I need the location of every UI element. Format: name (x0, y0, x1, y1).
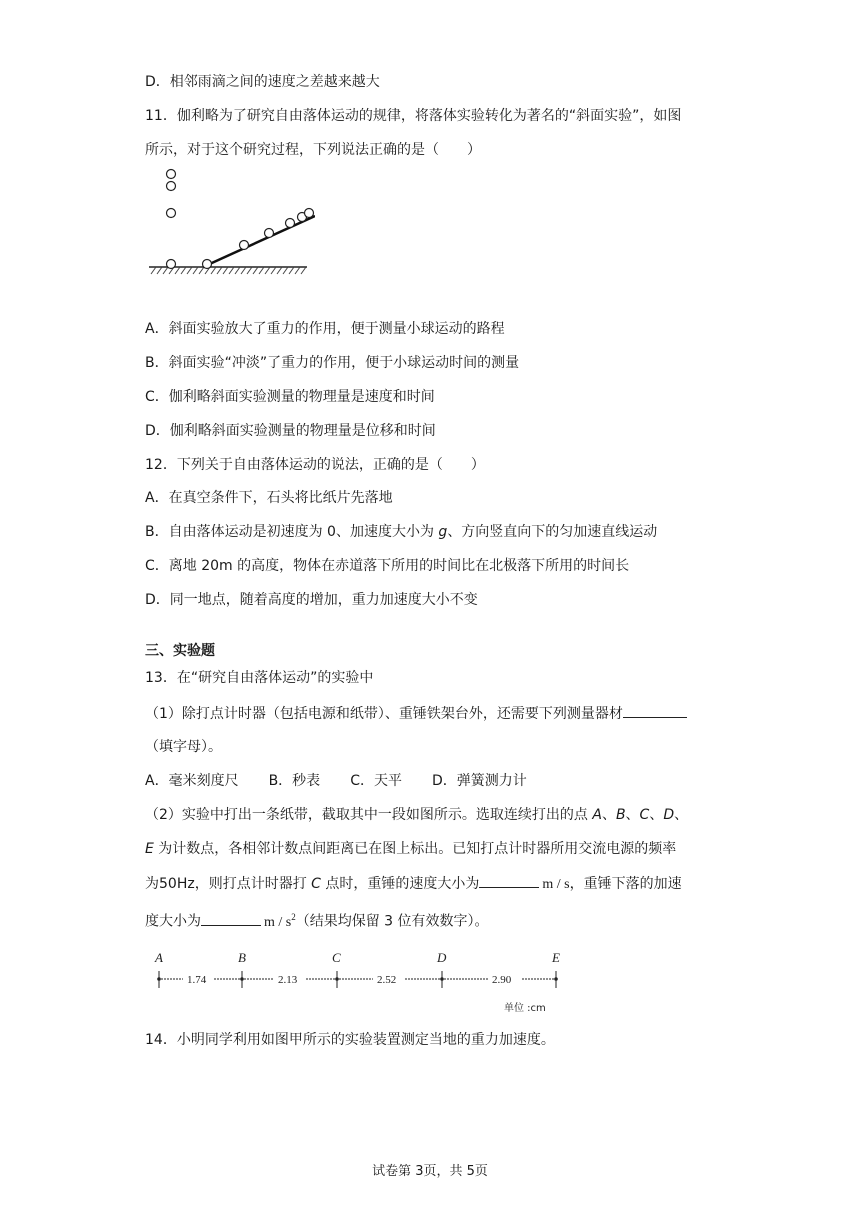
q13-part2-text-6: 度大小为 (145, 913, 201, 930)
q11-option-c: C．伽利略斜面实验测量的物理量是速度和时间 (145, 389, 435, 405)
q11-stem-line-2: 所示，对于这个研究过程，下列说法正确的是（ ） (145, 142, 481, 158)
q12-option-c: C．离地 20m 的高度，物体在赤道落下所用的时间比在北极落下所用的时间长 (145, 558, 630, 574)
point-d-label: D (663, 807, 675, 823)
tape-distance-ab: 1.74 (187, 974, 207, 986)
q12-stem: 12．下列关于自由落体运动的说法，正确的是（ ） (145, 457, 485, 473)
answer-blank-acceleration[interactable] (201, 911, 261, 926)
point-a-label: A (592, 807, 602, 823)
falling-balls (167, 170, 176, 269)
tape-distance-bc: 2.13 (278, 974, 298, 986)
tape-distance-de: 2.90 (492, 974, 512, 986)
tape-point-c: C (332, 950, 341, 965)
tape-unit-label: 单位 :cm (504, 1003, 546, 1014)
separator: 、 (625, 807, 640, 823)
q11-option-b: B．斜面实验“冲淡”了重力的作用，便于小球运动时间的测量 (145, 355, 520, 371)
q14-stem: 14．小明同学利用如图甲所示的实验装置测定当地的重力加速度。 (145, 1032, 555, 1048)
section-title: 三、实验题 (145, 643, 215, 659)
point-b-label: B (615, 807, 626, 823)
q11-option-a: A．斜面实验放大了重力的作用，便于测量小球运动的路程 (145, 321, 505, 337)
q12-option-b-g: g (438, 524, 448, 540)
q12-option-b-text-2: 、方向竖直向下的匀加速直线运动 (447, 524, 658, 540)
q13-part2-line-4 (145, 907, 489, 933)
choice-b: B．秒表 (268, 773, 321, 789)
q13-part2-line-3 (145, 873, 682, 895)
separator: 、 (649, 807, 664, 823)
q11-stem-line-1: 11．伽利略为了研究自由落体运动的规律，将落体实验转化为著名的“斜面实验”，如图 (145, 108, 682, 124)
q12-option-b-text-1: B．自由落体运动是初速度为 0、加速度大小为 (145, 524, 439, 540)
tape-distance-cd: 2.52 (377, 974, 397, 986)
tape-point-d: D (437, 950, 447, 965)
separator: 、 (601, 807, 616, 823)
q13-part2-text-2: 为计数点，各相邻计数点间距离已在图上标出。已知打点计时器所用交流电源的频率 (153, 841, 677, 857)
q13-part1-line-1 (145, 703, 687, 724)
acceleration-unit-exponent: 2 (291, 912, 296, 922)
q12-option-d: D．同一地点，随着高度的增加，重力加速度大小不变 (145, 592, 478, 608)
ground-hatching (151, 267, 306, 274)
point-e-label: E (145, 841, 154, 857)
q13-part2-text-7: （结果均保留 3 位有效数字）。 (295, 913, 489, 930)
q13-part1-text: （1）除打点计时器（包括电源和纸带）、重锤铁架台外，还需要下列测量器材 (145, 706, 623, 722)
acceleration-unit: m / s (264, 914, 292, 930)
q13-part2-text-5: ，重锤下落的加速 (569, 876, 682, 892)
tape-point-a: A (155, 950, 163, 965)
galileo-incline-figure (145, 163, 315, 278)
q13-choices (145, 771, 527, 791)
choice-c: C．天平 (350, 773, 402, 789)
tape-point-b: B (238, 950, 246, 965)
answer-blank-1[interactable] (623, 703, 687, 718)
q10-option-d: D．相邻雨滴之间的速度之差越来越大 (145, 74, 380, 90)
point-c-label: C (639, 807, 650, 823)
q11-option-d: D．伽利略斜面实验测量的物理量是位移和时间 (145, 423, 436, 439)
q12-option-a: A．在真空条件下，石头将比纸片先落地 (145, 490, 393, 506)
velocity-unit: m / s (542, 877, 570, 892)
q13-part2-text-4: 点时，重锤的速度大小为 (320, 876, 480, 892)
q13-stem: 13．在“研究自由落体运动”的实验中 (145, 670, 374, 686)
answer-blank-velocity[interactable] (479, 873, 539, 888)
q13-part2-text-1: （2）实验中打出一条纸带，截取其中一段如图所示。选取连续打出的点 (145, 807, 593, 823)
point-c-label: C (311, 876, 321, 892)
incline-plane (203, 216, 315, 267)
q13-part2-line-1 (145, 805, 688, 825)
page-footer: 试卷第 3页，共 5页 (372, 1164, 488, 1179)
choice-a: A．毫米刻度尺 (145, 773, 239, 789)
q13-part1-line-2: （填字母）。 (145, 739, 222, 755)
choice-d: D．弹簧测力计 (431, 773, 527, 789)
tape-point-e: E (552, 950, 560, 965)
paper-tape-figure (145, 945, 575, 1015)
q13-part2-line-2 (145, 839, 676, 859)
q13-part2-text-3: 为50Hz，则打点计时器打 (145, 876, 312, 892)
q12-option-b (145, 522, 657, 542)
separator: 、 (674, 807, 689, 823)
